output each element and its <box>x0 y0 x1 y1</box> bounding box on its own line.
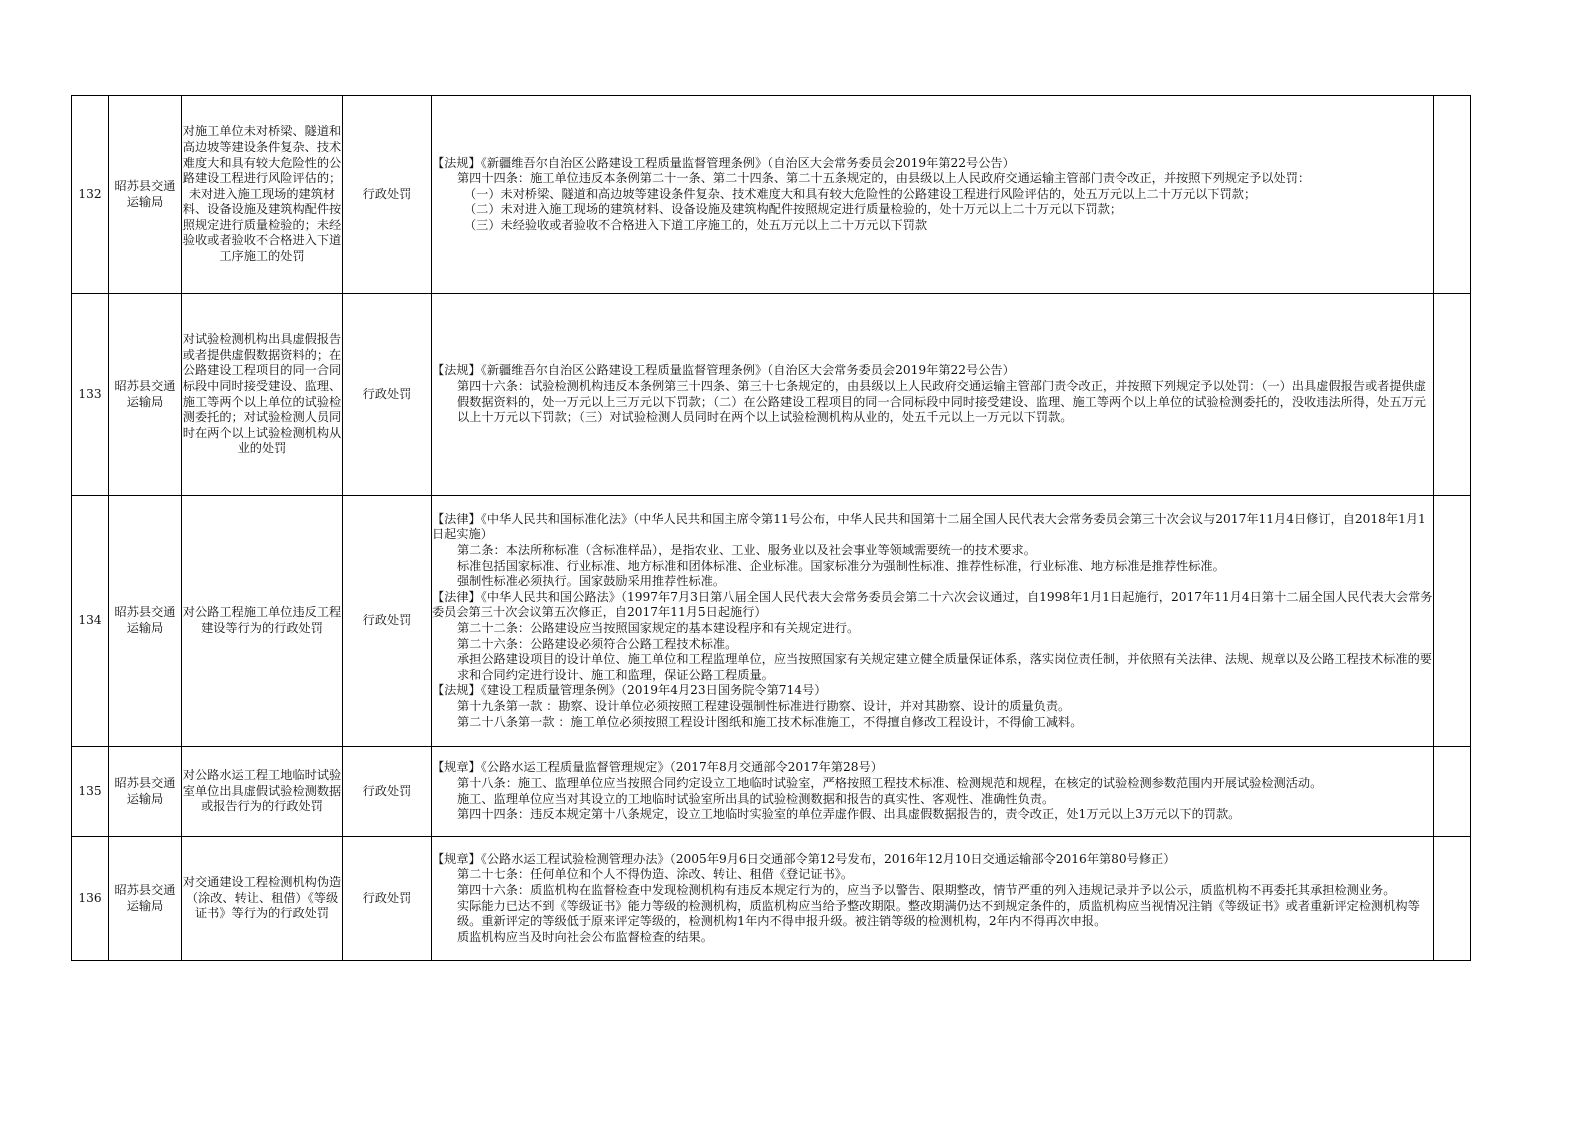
basis-line: 标准包括国家标准、行业标准、地方标准和团体标准、企业标准。国家标准分为强制性标准、推荐性标准，行业标准、地方标准是推荐性标准。 <box>457 558 1225 573</box>
basis-line: 第四十四条：施工单位违反本条例第二十一条、第二十四条、第二十五条规定的，由县级以上人民政府交通运输主管部门责令改正，并按照下列规定予以处罚： <box>457 171 1311 186</box>
row-number: 136 <box>72 837 109 961</box>
remarks-cell <box>1434 747 1471 837</box>
basis-line: 【法规】《新疆维吾尔自治区公路建设工程质量监督管理条例》（自治区大会常务委员会2019年第22号公告） <box>432 155 1015 170</box>
basis-line: 第四十六条：质监机构在监督检查中发现检测机构有违反本规定行为的，应当予以警告、限期整改，情节严重的列入违规记录并予以公示，质监机构不再委托其承担检测业务。 <box>457 882 1396 897</box>
table-row <box>72 496 1471 747</box>
table-row <box>72 747 1471 837</box>
remarks-cell <box>1434 837 1471 961</box>
row-number: 132 <box>72 96 109 294</box>
table-row <box>72 837 1471 961</box>
basis-line: 第四十四条：违反本规定第十八条规定，设立工地临时实验室的单位弄虚作假、出具虚假数据报告的，责令改正，处1万元以上3万元以下的罚款。 <box>457 807 1241 822</box>
penalty-item: 对试验检测机构出具虚假报告或者提供虚假数据资料的；在公路建设工程项目的同一合同标段中同时接受建设、监理、施工等两个以上单位的试验检测委托的；对试验检测人员同时在两个以上试验检测机构从业的处罚 <box>182 294 343 496</box>
basis-line: 第四十六条：试验检测机构违反本条例第三十四条、第三十七条规定的，由县级以上人民政府交通运输主管部门责令改正，并按照下列规定予以处罚：（一）出具虚假报告或者提供虚假数据资料的，处一万元以上三万元以下罚款；（二）在公路建设工程项目的同一合同标段中同时接受建设、监理、施工等两个以上单位的试验检测委托的，没收违法所得，处五万元以上十万元以下罚款；（三）对试验检测人员同时在两个以上试验检测机构从业的，处五千元以上一万元以下罚款。 <box>457 378 1426 425</box>
row-number: 133 <box>72 294 109 496</box>
legal-basis <box>432 837 1434 961</box>
basis-line: 第二十七条：任何单位和个人不得伪造、涂改、转让、租借《登记证书》。 <box>457 867 854 882</box>
penalty-item: 对交通建设工程检测机构伪造（涂改、转让、租借）《等级证书》等行为的行政处罚 <box>182 837 343 961</box>
penalty-type: 行政处罚 <box>343 96 432 294</box>
row-number: 134 <box>72 496 109 747</box>
basis-line: 第二十六条：公路建设必须符合公路工程技术标准。 <box>457 636 738 651</box>
penalty-type: 行政处罚 <box>343 837 432 961</box>
implementing-agency: 昭苏县交通运输局 <box>109 747 182 837</box>
basis-line: （三）未经验收或者验收不合格进入下道工序施工的，处五万元以上二十万元以下罚款 <box>464 217 928 232</box>
basis-line: 【法规】《新疆维吾尔自治区公路建设工程质量监督管理条例》（自治区大会常务委员会2019年第22号公告） <box>432 363 1015 378</box>
basis-line: 承担公路建设项目的设计单位、施工单位和工程监理单位，应当按照国家有关规定建立健全质量保证体系，落实岗位责任制，并依照有关法律、法规、规章以及公路工程技术标准的要 求和合同约定进行设计、施工和监理，保证公路工程质量。 <box>457 652 1432 682</box>
basis-line: 第十八条：施工、监理单位应当按照合同约定设立工地临时试验室，严格按照工程技术标准、检测规范和规程，在核定的试验检测参数范围内开展试验检测活动。 <box>457 775 1323 790</box>
basis-line: 【法规】《建设工程质量管理条例》（2019年4月23日国务院令第714号） <box>432 683 827 698</box>
basis-line: 【法律】《中华人民共和国公路法》（1997年7月3日第八届全国人民代表大会常务委员会第二十六次会议通过，自1998年1月1日起施行，2017年11月4日第十二届全国人民代表大会常务委员会第三十次会议第五次修正，自2017年11月5日起施行） <box>432 589 1433 620</box>
implementing-agency: 昭苏县交通运输局 <box>109 96 182 294</box>
basis-line: 质监机构应当及时向社会公布监督检查的结果。 <box>457 929 713 944</box>
penalty-item: 对公路工程施工单位违反工程建设等行为的行政处罚 <box>182 496 343 747</box>
table-row <box>72 96 1471 294</box>
legal-basis <box>432 496 1434 747</box>
remarks-cell <box>1434 96 1471 294</box>
basis-line: 施工、监理单位应当对其设立的工地临时试验室所出具的试验检测数据和报告的真实性、客观性、准确性负责。 <box>457 791 1055 806</box>
basis-line: 第二十二条：公路建设应当按照国家规定的基本建设程序和有关规定进行。 <box>457 621 860 635</box>
implementing-agency: 昭苏县交通运输局 <box>109 837 182 961</box>
legal-basis <box>432 747 1434 837</box>
basis-line: （一）未对桥梁、隧道和高边坡等建设条件复杂、技术难度大和具有较大危险性的公路建设工程进行风险评估的，处五万元以上二十万元以下罚款； <box>464 186 1257 201</box>
implementing-agency: 昭苏县交通运输局 <box>109 294 182 496</box>
penalty-type: 行政处罚 <box>343 496 432 747</box>
legal-basis <box>432 294 1434 496</box>
basis-line: 第二十八条第一款 ：施工单位必须按照工程设计图纸和施工技术标准施工，不得擅自修改工程设计，不得偷工减料。 <box>457 714 1083 729</box>
penalty-type: 行政处罚 <box>343 747 432 837</box>
basis-line: 强制性标准必须执行。国家鼓励采用推荐性标准。 <box>457 574 726 589</box>
remarks-cell <box>1434 496 1471 747</box>
legal-basis <box>432 96 1434 294</box>
penalty-item: 对公路水运工程工地临时试验室单位出具虚假试验检测数据或报告行为的行政处罚 <box>182 747 343 837</box>
implementing-agency: 昭苏县交通运输局 <box>109 496 182 747</box>
row-number: 135 <box>72 747 109 837</box>
penalty-type: 行政处罚 <box>343 294 432 496</box>
basis-line: （二）未对进入施工现场的建筑材料、设备设施及建筑构配件按照规定进行质量检验的，处十万元以上二十万元以下罚款； <box>464 202 1123 217</box>
basis-line: 第十九条第一款 ：勘察、设计单位必须按照工程建设强制性标准进行勘察、设计，并对其勘察、设计的质量负责。 <box>457 698 1071 713</box>
basis-line: 【规章】《公路水运工程试验检测管理办法》（2005年9月6日交通部令第12号发布，2016年12月10日交通运输部令2016年第80号修正） <box>432 851 1176 866</box>
basis-line: 【法律】《中华人民共和国标准化法》（中华人民共和国主席令第11号公布，中华人民共和国第十二届全国人民代表大会常务委员会第三十次会议与2017年11月4日修订，自2018年1月1日起实施） <box>432 511 1426 542</box>
basis-line: 实际能力已达不到《等级证书》能力等级的检测机构，质监机构应当给予整改期限。整改期满仍达不到规定条件的，质监机构应当视情况注销《等级证书》或者重新评定检测机构等级。重新评定的等级低于原来评定等级的，检测机构1年内不得申报升级。被注销等级的检测机构，2年内不得再次申报。 <box>457 898 1420 929</box>
penalty-item: 对施工单位未对桥梁、隧道和高边坡等建设条件复杂、技术难度大和具有较大危险性的公路建设工程进行风险评估的；未对进入施工现场的建筑材料、设备设施及建筑构配件按照规定进行质量检验的；未经验收或者验收不合格进入下道工序施工的处罚 <box>182 96 343 294</box>
remarks-cell <box>1434 294 1471 496</box>
penalty-table <box>71 95 1471 961</box>
table-row <box>72 294 1471 496</box>
basis-line: 【规章】《公路水运工程质量监督管理规定》（2017年8月交通部令2017年第28号） <box>432 760 883 775</box>
basis-line: 第二条：本法所称标准（含标准样品），是指农业、工业、服务业以及社会事业等领域需要统一的技术要求。 <box>457 543 1036 558</box>
